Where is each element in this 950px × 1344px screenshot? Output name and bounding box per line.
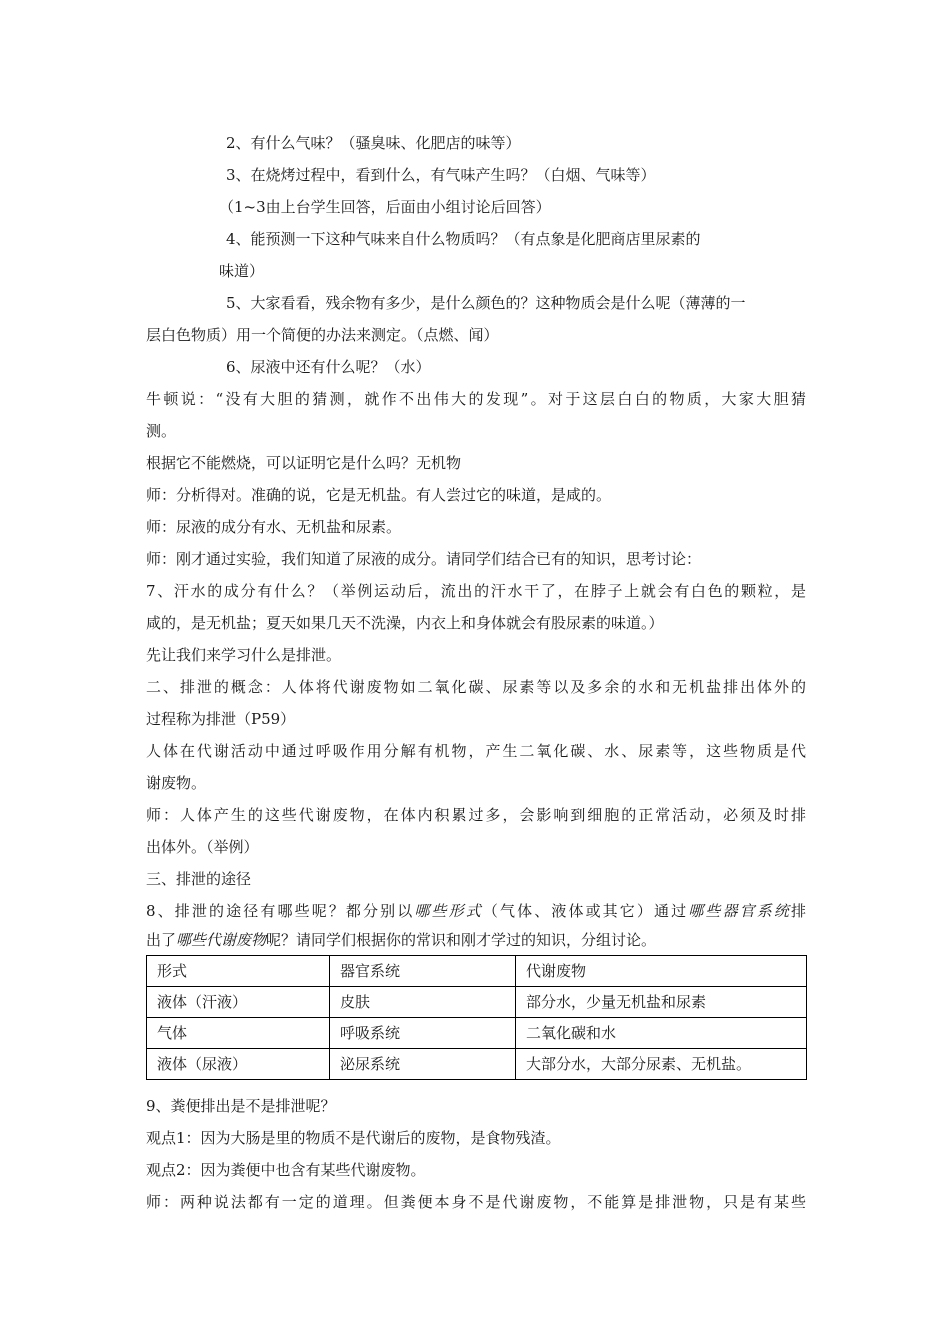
teacher-line-1: 师：分析得对。准确的说，它是无机盐。有人尝过它的味道，是咸的。 (146, 486, 612, 504)
table-header-row (147, 956, 807, 987)
table-header-cell: 器官系统 (330, 956, 516, 987)
viewpoint-2: 观点2：因为粪便中也含有某些代谢废物。 (146, 1161, 426, 1179)
table-cell: 部分水，少量无机盐和尿素 (516, 987, 807, 1018)
table-header-cell: 代谢废物 (516, 956, 807, 987)
question-6: 6、尿液中还有什么呢？（水） (226, 358, 431, 376)
question-4: 4、能预测一下这种气味来自什么物质吗？（有点象是化肥商店里尿素的 (226, 230, 701, 248)
table-row (147, 1018, 807, 1049)
question-8-cont: 出了哪些代谢废物呢？请同学们根据你的常识和刚才学过的知识，分组讨论。 (146, 931, 657, 949)
question-7: 7、汗水的成分有什么？（举例运动后，流出的汗水干了，在脖子上就会有白色的颗粒，是 (146, 582, 806, 600)
table-cell: 液体（尿液） (147, 1049, 330, 1080)
table-cell: 呼吸系统 (330, 1018, 516, 1049)
newton-quote: 牛顿说：“没有大胆的猜测，就作不出伟大的发现”。对于这层白白的物质，大家大胆猜 (146, 390, 806, 408)
teacher-line-3: 师：刚才通过实验，我们知道了尿液的成分。请同学们结合已有的知识，思考讨论： (146, 550, 702, 568)
viewpoint-1: 观点1：因为大肠是里的物质不是代谢后的废物，是食物残渣。 (146, 1129, 561, 1147)
teacher-line-4: 师：人体产生的这些代谢废物，在体内积累过多，会影响到细胞的正常活动，必须及时排 (146, 806, 806, 824)
table-row (147, 987, 807, 1018)
question-9: 9、粪便排出是不是排泄呢？ (146, 1097, 336, 1115)
paragraph-metabolic-cont: 谢废物。 (146, 774, 207, 792)
table-cell: 泌尿系统 (330, 1049, 516, 1080)
section-3-heading: 三、排泄的途径 (146, 870, 252, 888)
question-2: 2、有什么气味？（骚臭味、化肥店的味等） (226, 134, 521, 152)
question-5: 5、大家看看，残余物有多少，是什么颜色的？这种物质会是什么呢（薄薄的一 (226, 294, 746, 312)
teacher-line-2: 师：尿液的成分有水、无机盐和尿素。 (146, 518, 402, 536)
question-8: 8、排泄的途径有哪些呢？都分别以哪些形式（气体、液体或其它）通过哪些器官系统排 (146, 902, 806, 920)
newton-quote-cont: 测。 (146, 422, 177, 440)
table-cell: 液体（汗液） (147, 987, 330, 1018)
paragraph-inorganic: 根据它不能燃烧，可以证明它是什么吗？无机物 (146, 454, 462, 472)
excretion-table (146, 955, 807, 1080)
table-row (147, 1049, 807, 1080)
question-4-cont: 味道） (219, 262, 265, 280)
table-cell: 大部分水，大部分尿素、无机盐。 (516, 1049, 807, 1080)
question-5-cont: 层白色物质）用一个简便的办法来测定。（点燃、闻） (146, 326, 499, 344)
table-cell: 皮肤 (330, 987, 516, 1018)
table-cell: 二氧化碳和水 (516, 1018, 807, 1049)
teacher-line-4-cont: 出体外。（举例） (146, 838, 259, 856)
table-header-cell: 形式 (147, 956, 330, 987)
note-answers: （1~3由上台学生回答，后面由小组讨论后回答） (219, 198, 551, 216)
question-3: 3、在烧烤过程中，看到什么，有气味产生吗？（白烟、气味等） (226, 166, 656, 184)
paragraph-metabolic: 人体在代谢活动中通过呼吸作用分解有机物，产生二氧化碳、水、尿素等，这些物质是代 (146, 742, 806, 760)
teacher-line-5: 师：两种说法都有一定的道理。但粪便本身不是代谢废物，不能算是排泄物，只是有某些 (146, 1193, 806, 1211)
question-7-cont: 咸的，是无机盐；夏天如果几天不洗澡，内衣上和身体就会有股尿素的味道。） (146, 614, 664, 632)
section-2-heading: 二、排泄的概念：人体将代谢废物如二氧化碳、尿素等以及多余的水和无机盐排出体外的 (146, 678, 806, 696)
section-2-cont: 过程称为排泄（P59） (146, 710, 296, 728)
intro-excretion: 先让我们来学习什么是排泄。 (146, 646, 342, 664)
table-cell: 气体 (147, 1018, 330, 1049)
